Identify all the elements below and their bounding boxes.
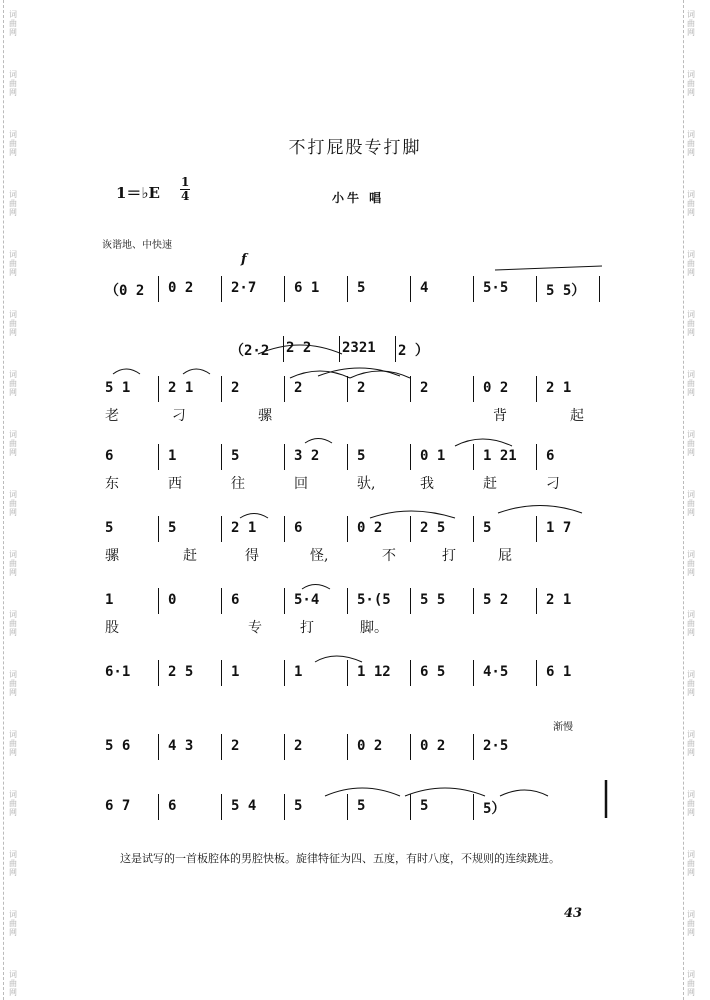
- watermark-mark: 词 曲 网: [9, 10, 17, 37]
- measure-notes: 1 7: [546, 520, 572, 536]
- lyric-syllable: 打: [442, 548, 456, 564]
- slur: [302, 585, 330, 590]
- measure-notes: 2 5: [168, 664, 194, 680]
- slur: [315, 656, 362, 662]
- slur: [500, 790, 548, 796]
- lyric-syllable: 打: [300, 620, 314, 636]
- measure-notes: 2 1: [231, 520, 257, 536]
- watermark-mark: 词 曲 网: [9, 970, 17, 997]
- meter-numerator: 1: [181, 175, 190, 189]
- measure-notes: 0: [168, 592, 177, 608]
- slur: [325, 788, 400, 796]
- watermark-mark: 词 曲 网: [687, 190, 695, 217]
- measure-notes: 6·1: [105, 664, 131, 680]
- measure-notes: 6 7: [105, 798, 131, 814]
- watermark-mark: 词 曲 网: [9, 130, 17, 157]
- lyric-syllable: 刁: [172, 408, 186, 424]
- measure-notes: 1 21: [483, 448, 517, 464]
- measure-notes: 4 3: [168, 738, 194, 754]
- measure-notes: 3 2: [294, 448, 320, 464]
- measure-notes: 5 2: [483, 592, 509, 608]
- measure-notes: 5: [357, 448, 366, 464]
- watermark-mark: 词 曲 网: [9, 550, 17, 577]
- watermark-mark: 词 曲 网: [687, 670, 695, 697]
- measure-notes: 6: [294, 520, 303, 536]
- measure-notes: 2 1: [168, 380, 194, 396]
- measure-notes: 0 2: [357, 738, 383, 754]
- lyric-syllable: 往: [231, 476, 245, 492]
- measure-notes: 0 1: [420, 448, 446, 464]
- watermark-mark: 词 曲 网: [687, 790, 695, 817]
- measure-notes: 2: [231, 738, 240, 754]
- measure-notes: 2: [420, 380, 429, 396]
- measure-notes: 5·4: [294, 592, 320, 608]
- measure-notes: 6: [231, 592, 240, 608]
- footnote-text: 这是试写的一首板腔体的男腔快板。旋律特征为四、五度，有时八度，不规则的连续跳进。: [120, 852, 560, 865]
- measure-notes: 1: [168, 448, 177, 464]
- measure-notes: 0 2: [420, 738, 446, 754]
- measure-notes: 6: [105, 448, 114, 464]
- lyric-syllable: 股: [105, 620, 119, 636]
- watermark-mark: 词 曲 网: [687, 550, 695, 577]
- measure-notes: 0 2: [357, 520, 383, 536]
- lyric-syllable: 得: [245, 548, 259, 564]
- measure-notes: 5 4: [231, 798, 257, 814]
- tempo-marking: 诙谐地、中快速: [102, 240, 172, 251]
- measure-notes: 2: [231, 380, 240, 396]
- lyric-syllable: 骡: [258, 408, 272, 424]
- measure-notes: （0 2: [105, 283, 145, 299]
- measure-notes: （2·2: [230, 343, 270, 359]
- lyric-syllable: 刁: [546, 476, 560, 492]
- lyric-syllable: 怪,: [310, 548, 329, 564]
- measure-notes: 2 1: [546, 380, 572, 396]
- watermark-mark: 词 曲 网: [687, 850, 695, 877]
- page-number: 43: [564, 906, 583, 921]
- lyric-syllable: 东: [105, 476, 119, 492]
- measure-notes: 5: [483, 520, 492, 536]
- measure-notes: 1: [294, 664, 303, 680]
- lyric-syllable: 西: [168, 476, 182, 492]
- watermark-mark: 词 曲 网: [687, 310, 695, 337]
- watermark-mark: 词 曲 网: [687, 250, 695, 277]
- slur: [495, 266, 602, 270]
- watermark-mark: 词 曲 网: [687, 430, 695, 457]
- measure-notes: 5: [357, 280, 366, 296]
- measure-notes: 6 1: [294, 280, 320, 296]
- ritardando-marking: 渐慢: [553, 722, 573, 733]
- lyric-syllable: 回: [294, 476, 308, 492]
- measure-notes: 6: [546, 448, 555, 464]
- lyric-syllable: 骡: [105, 548, 119, 564]
- watermark-mark: 词 曲 网: [9, 190, 17, 217]
- watermark-mark: 词 曲 网: [9, 370, 17, 397]
- slur: [405, 788, 485, 796]
- measure-notes: 5: [168, 520, 177, 536]
- watermark-mark: 词 曲 网: [687, 70, 695, 97]
- watermark-mark: 词 曲 网: [9, 70, 17, 97]
- watermark-mark: 词 曲 网: [687, 970, 695, 997]
- measure-notes: 6 5: [420, 664, 446, 680]
- lyric-syllable: 赶: [183, 548, 197, 564]
- lyric-syllable: 赶: [483, 476, 497, 492]
- measure-notes: 5 6: [105, 738, 131, 754]
- measure-notes: 2: [357, 380, 366, 396]
- lyric-syllable: 屁: [498, 548, 512, 564]
- watermark-mark: 词 曲 网: [687, 490, 695, 517]
- slur: [183, 369, 210, 374]
- slur: [498, 506, 582, 514]
- watermark-mark: 词 曲 网: [9, 430, 17, 457]
- lyric-syllable: 起: [570, 408, 584, 424]
- measure-notes: 1 12: [357, 664, 391, 680]
- measure-notes: 2·7: [231, 280, 257, 296]
- watermark-mark: 词 曲 网: [687, 610, 695, 637]
- lyric-syllable: 驮,: [357, 476, 376, 492]
- measure-notes: 5·5: [483, 280, 509, 296]
- watermark-mark: 词 曲 网: [9, 790, 17, 817]
- watermark-mark: 词 曲 网: [9, 490, 17, 517]
- measure-notes: 2·5: [483, 738, 509, 754]
- watermark-mark: 词 曲 网: [687, 130, 695, 157]
- measure-notes: 5: [294, 798, 303, 814]
- lyric-syllable: 背: [493, 408, 507, 424]
- measure-notes: 4·5: [483, 664, 509, 680]
- singer-credit: 小牛 唱: [332, 191, 385, 205]
- measure-notes: 2: [294, 380, 303, 396]
- lyric-syllable: 老: [105, 408, 119, 424]
- watermark-mark: 词 曲 网: [9, 250, 17, 277]
- watermark-mark: 词 曲 网: [9, 850, 17, 877]
- measure-notes: 0 2: [168, 280, 194, 296]
- lyric-syllable: 我: [420, 476, 434, 492]
- watermark-mark: 词 曲 网: [687, 370, 695, 397]
- watermark-mark: 词 曲 网: [687, 10, 695, 37]
- song-title: 不打屁股专打脚: [288, 138, 422, 158]
- measure-notes: 5: [420, 798, 429, 814]
- slur: [240, 514, 268, 519]
- slur: [305, 439, 332, 444]
- watermark-mark: 词 曲 网: [687, 910, 695, 937]
- lyric-syllable: 不: [382, 548, 396, 564]
- measure-notes: 5: [105, 520, 114, 536]
- measure-notes: 5 5）: [546, 283, 586, 299]
- measure-notes: 5）: [483, 801, 506, 817]
- measure-notes: 6 1: [546, 664, 572, 680]
- watermark-mark: 词 曲 网: [9, 310, 17, 337]
- watermark-mark: 词 曲 网: [9, 910, 17, 937]
- key-signature: 1＝♭E: [116, 184, 160, 202]
- lyric-syllable: 专: [248, 620, 262, 636]
- watermark-mark: 词 曲 网: [9, 610, 17, 637]
- measure-notes: 6: [168, 798, 177, 814]
- slur: [113, 369, 140, 374]
- measure-notes: 1: [231, 664, 240, 680]
- slur: [370, 511, 455, 518]
- measure-notes: 5: [231, 448, 240, 464]
- measure-notes: 2 2: [286, 340, 312, 356]
- measure-notes: 2 ）: [398, 343, 429, 359]
- measure-notes: 5·(5: [357, 592, 391, 608]
- dynamic-forte: f: [241, 252, 247, 267]
- slur: [350, 371, 410, 378]
- slur: [455, 439, 512, 446]
- measure-notes: 2 1: [546, 592, 572, 608]
- watermark-mark: 词 曲 网: [9, 730, 17, 757]
- measure-notes: 4: [420, 280, 429, 296]
- slur: [258, 345, 342, 354]
- measure-notes: 2: [294, 738, 303, 754]
- measure-notes: 5 5: [420, 592, 446, 608]
- meter-denominator: 4: [181, 189, 190, 203]
- lyric-syllable: 脚。: [360, 620, 388, 636]
- slur: [290, 371, 350, 378]
- measure-notes: 5: [357, 798, 366, 814]
- measure-notes: 2321: [342, 340, 376, 356]
- measure-notes: 5 1: [105, 380, 131, 396]
- watermark-mark: 词 曲 网: [687, 730, 695, 757]
- watermark-mark: 词 曲 网: [9, 670, 17, 697]
- measure-notes: 1: [105, 592, 114, 608]
- measure-notes: 2 5: [420, 520, 446, 536]
- measure-notes: 0 2: [483, 380, 509, 396]
